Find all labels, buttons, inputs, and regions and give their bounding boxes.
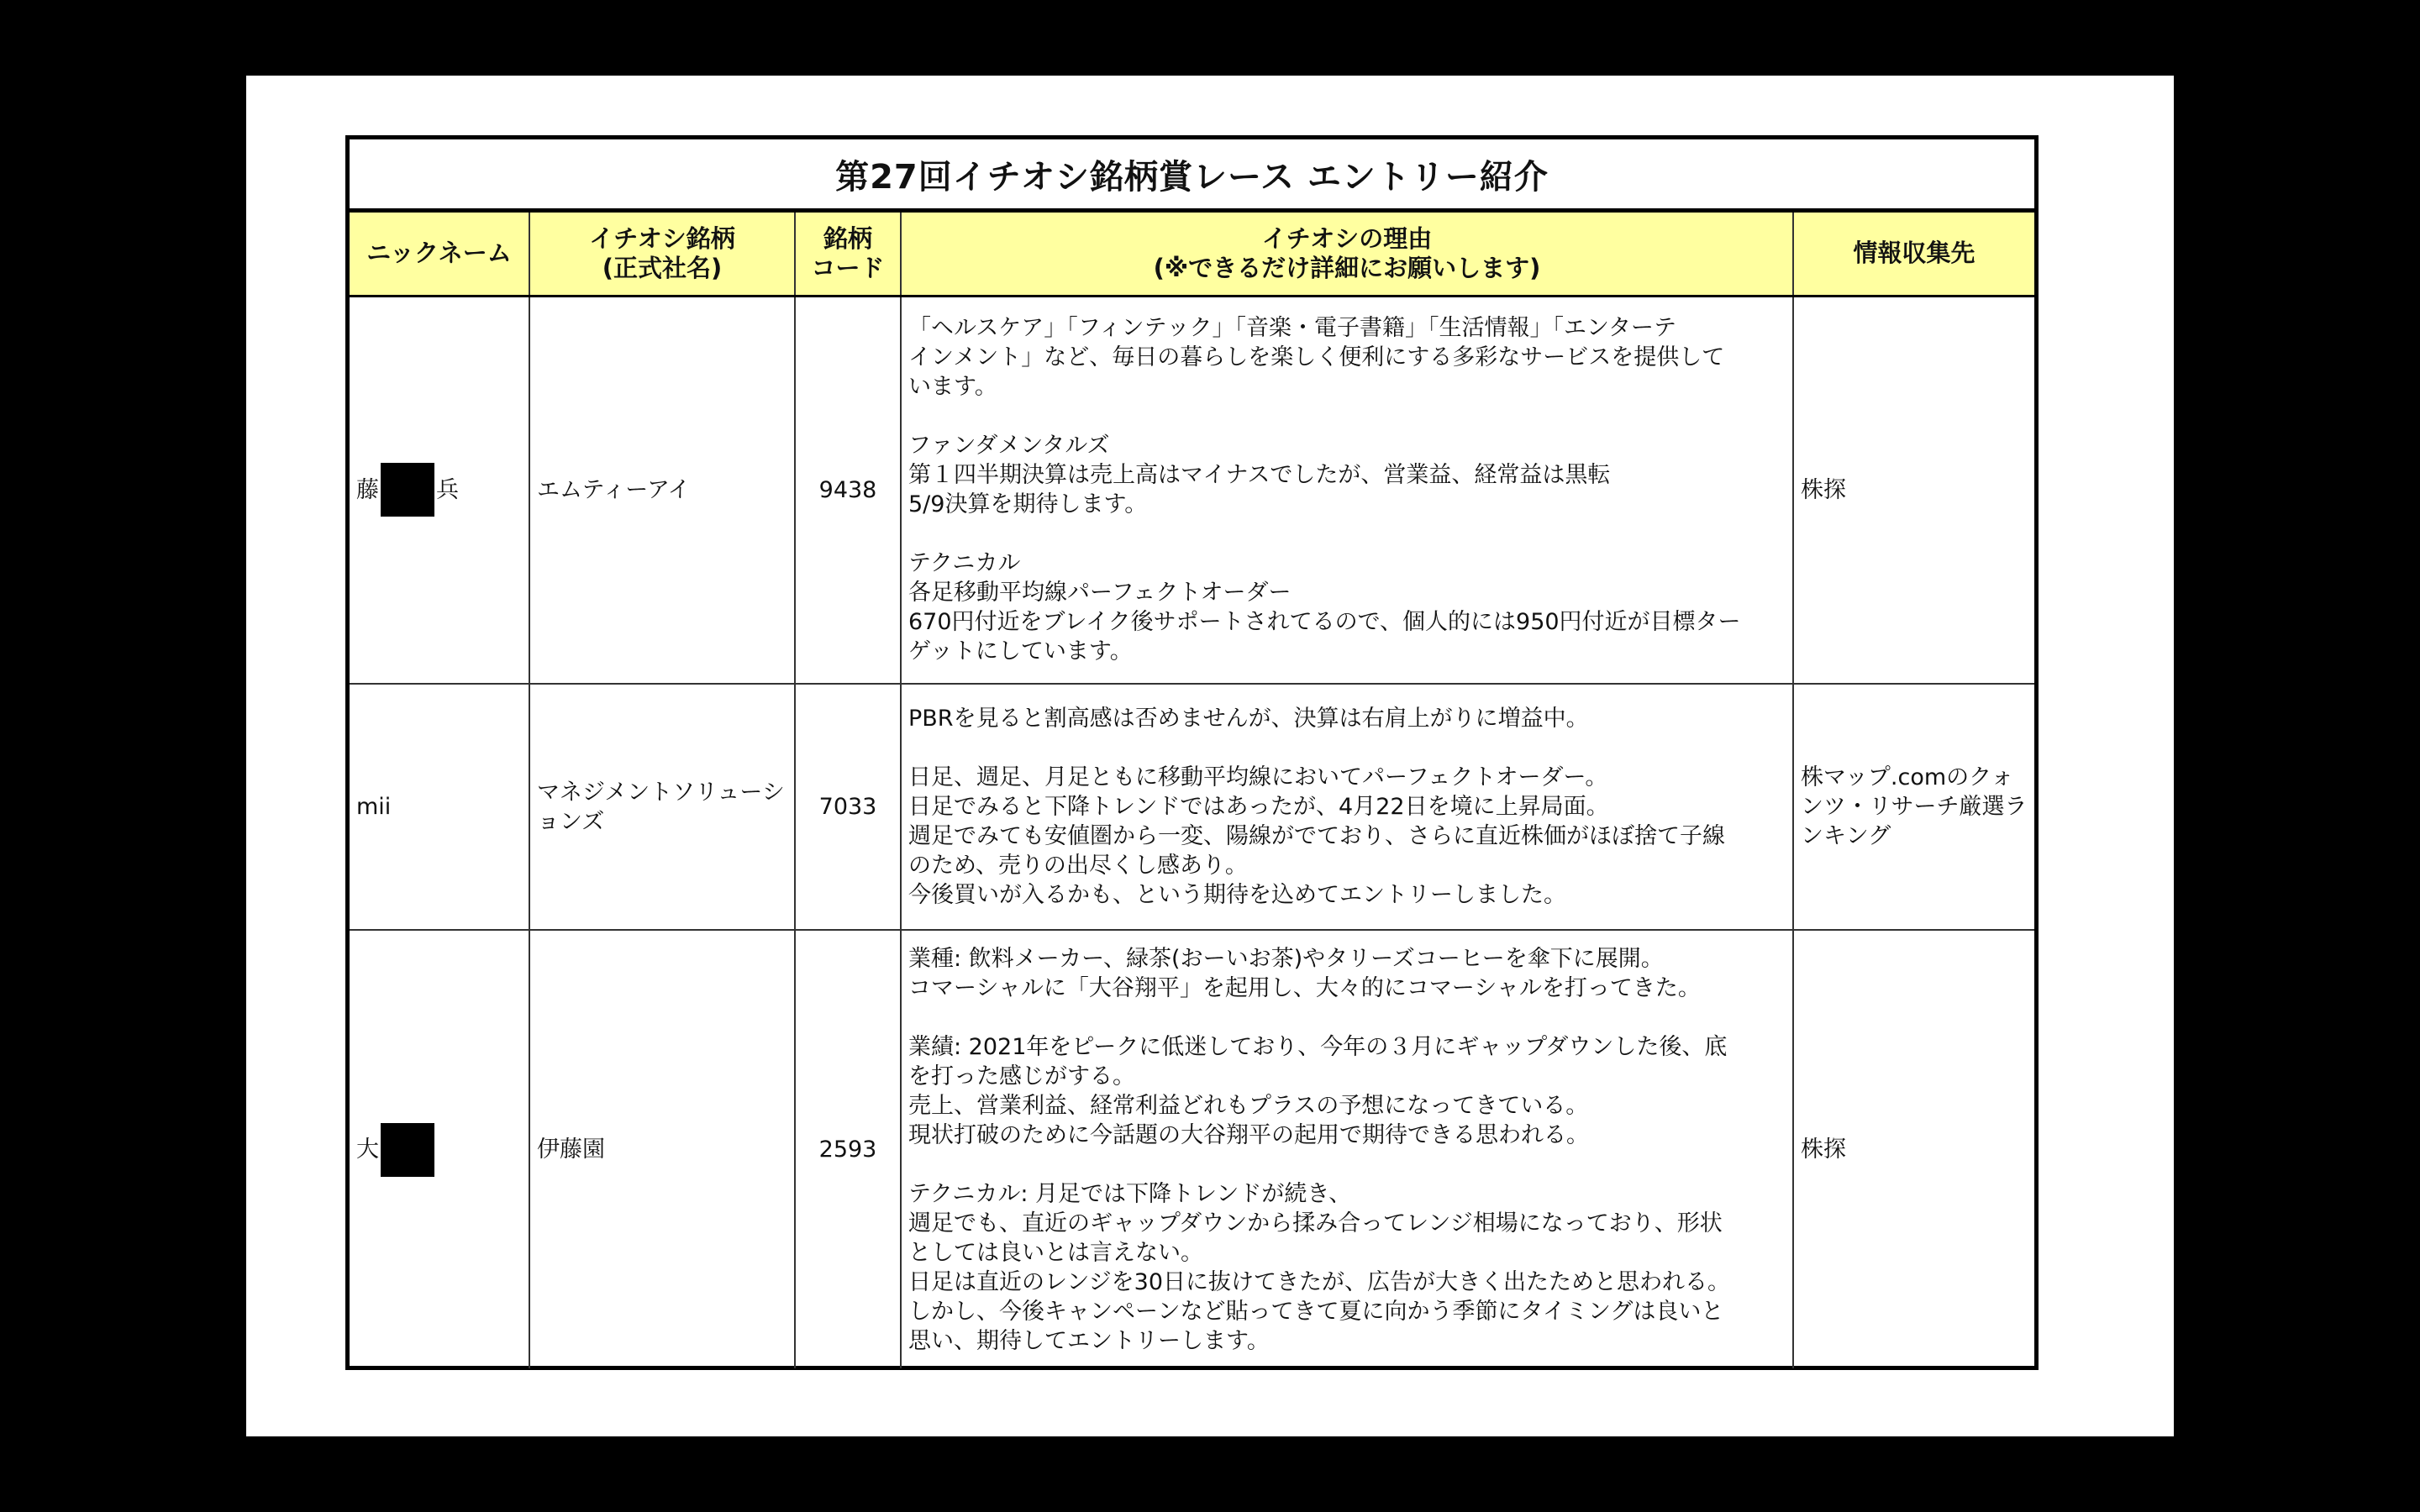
reason-line xyxy=(908,402,1786,431)
reason-line: テクニカル: 月足では下降トレンドが続き、 xyxy=(908,1180,1352,1207)
nickname-text: 藤 xyxy=(356,476,379,503)
reason-line xyxy=(908,1150,1786,1179)
reason-line: 今後買いが入るかも、という期待を込めてエントリーしました。 xyxy=(908,882,1566,908)
code-cell: 9438 xyxy=(795,296,901,684)
source-cell: 株探 xyxy=(1793,930,2034,1368)
reason-line: コマーシャルに「大谷翔平」を起用し、大々的にコマーシャルを打ってきた。 xyxy=(908,974,1701,1001)
source-cell: 株探 xyxy=(1793,296,2034,684)
reason-line: ゲットにしています。 xyxy=(908,638,1133,665)
table-row xyxy=(350,684,2034,930)
reason-line: 「ヘルスケア」「フィンテック」「音楽・電子書籍」「生活情報」「エンターテ xyxy=(908,315,1676,342)
header-reason-line2: (※できるだけ詳細にお願いします) xyxy=(1153,253,1541,282)
reason-cell xyxy=(901,930,1793,1368)
nickname-text-suffix: 兵 xyxy=(436,476,459,503)
reason-line: ファンダメンタルズ xyxy=(908,433,1110,459)
reason-line: います。 xyxy=(908,374,997,401)
header-reason-line1: イチオシの理由 xyxy=(1261,223,1433,253)
header-stock-name: イチオシ銘柄 xyxy=(589,223,735,253)
nickname-cell xyxy=(350,684,529,930)
reason-line: 第１四半期決算は売上高はマイナスでしたが、営業益、経常益は黒転 xyxy=(908,462,1611,489)
entry-table xyxy=(350,213,2034,1368)
company-cell: マネジメントソリューションズ xyxy=(529,684,795,930)
reason-line: 業種: 飲料メーカー、緑茶(おーいお茶)やタリーズコーヒーを傘下に展開。 xyxy=(908,945,1664,972)
nickname-text: 大 xyxy=(356,1137,379,1163)
reason-line: 現状打破のために今話題の大谷翔平の起用で期待できる思われる。 xyxy=(908,1121,1589,1148)
redaction-block xyxy=(381,463,434,517)
table-row xyxy=(350,296,2034,684)
code-cell: 7033 xyxy=(795,684,901,930)
reason-line: 売上、営業利益、経常利益どれもプラスの予想になってきている。 xyxy=(908,1092,1589,1119)
reason-line: 日足、週足、月足ともに移動平均線においてパーフェクトオーダー。 xyxy=(908,764,1608,790)
reason-line: 週足でも、直近のギャップダウンから揉み合ってレンジ相場になっており、形状 xyxy=(908,1210,1723,1236)
redaction-block xyxy=(381,1123,434,1177)
reason-line xyxy=(908,733,1786,763)
nickname-cell xyxy=(350,930,529,1368)
reason-line: 思い、期待してエントリーします。 xyxy=(908,1327,1270,1354)
reason-line: 日足は直近のレンジを30日に抜けてきたが、広告が大きく出たためと思われる。 xyxy=(908,1268,1731,1295)
nickname-cell xyxy=(350,296,529,684)
reason-line: 業績: 2021年をピークに低迷しており、今年の３月にギャップダウンした後、底 xyxy=(908,1033,1728,1060)
reason-line: としては良いとは言えない。 xyxy=(908,1239,1203,1266)
nickname-text: mii xyxy=(356,794,392,820)
header-code-line1: 銘柄 xyxy=(823,223,872,253)
reason-line: 5/9決算を期待します。 xyxy=(908,491,1148,518)
code-cell: 2593 xyxy=(795,930,901,1368)
header-source: 情報収集先 xyxy=(1793,213,2034,296)
slide-page xyxy=(246,76,2174,1436)
company-cell: エムティーアイ xyxy=(529,296,795,684)
reason-line xyxy=(908,519,1786,549)
source-cell: 株マップ.comのクォンツ・リサーチ厳選ランキング xyxy=(1793,684,2034,930)
header-stock xyxy=(529,213,795,296)
company-cell: 伊藤園 xyxy=(529,930,795,1368)
header-nickname: ニックネーム xyxy=(350,213,529,296)
table-row xyxy=(350,930,2034,1368)
page-title: 第27回イチオシ銘柄賞レース エントリー紹介 xyxy=(350,139,2034,213)
reason-line: テクニカル xyxy=(908,550,1021,577)
reason-line: PBRを見ると割高感は否めませんが、決算は右肩上がりに増益中。 xyxy=(908,706,1589,732)
reason-line: インメント」など、毎日の暮らしを楽しく便利にする多彩なサービスを提供して xyxy=(908,344,1725,371)
reason-line: 日足でみると下降トレンドではあったが、4月22日を境に上昇局面。 xyxy=(908,794,1609,820)
reason-line: 各足移動平均線パーフェクトオーダー xyxy=(908,580,1292,606)
header-stock-official: (正式社名) xyxy=(602,253,723,282)
reason-line: しかし、今後キャンペーンなど貼ってきて夏に向かう季節にタイミングは良いと xyxy=(908,1298,1724,1325)
header-row xyxy=(350,213,2034,296)
header-code-line2: コード xyxy=(811,253,885,282)
entry-sheet xyxy=(345,135,2039,1370)
reason-line xyxy=(908,1003,1786,1032)
reason-cell xyxy=(901,684,1793,930)
header-reason xyxy=(901,213,1793,296)
reason-line: のため、売りの出尽くし感あり。 xyxy=(908,853,1248,879)
reason-cell xyxy=(901,296,1793,684)
reason-line: 670円付近をブレイク後サポートされてるので、個人的には950円付近が目標ター xyxy=(908,609,1741,636)
reason-line: を打った感じがする。 xyxy=(908,1063,1135,1089)
reason-line: 週足でみても安値圏から一変、陽線がでており、さらに直近株価がほぼ捨て子線 xyxy=(908,823,1725,849)
header-code xyxy=(795,213,901,296)
